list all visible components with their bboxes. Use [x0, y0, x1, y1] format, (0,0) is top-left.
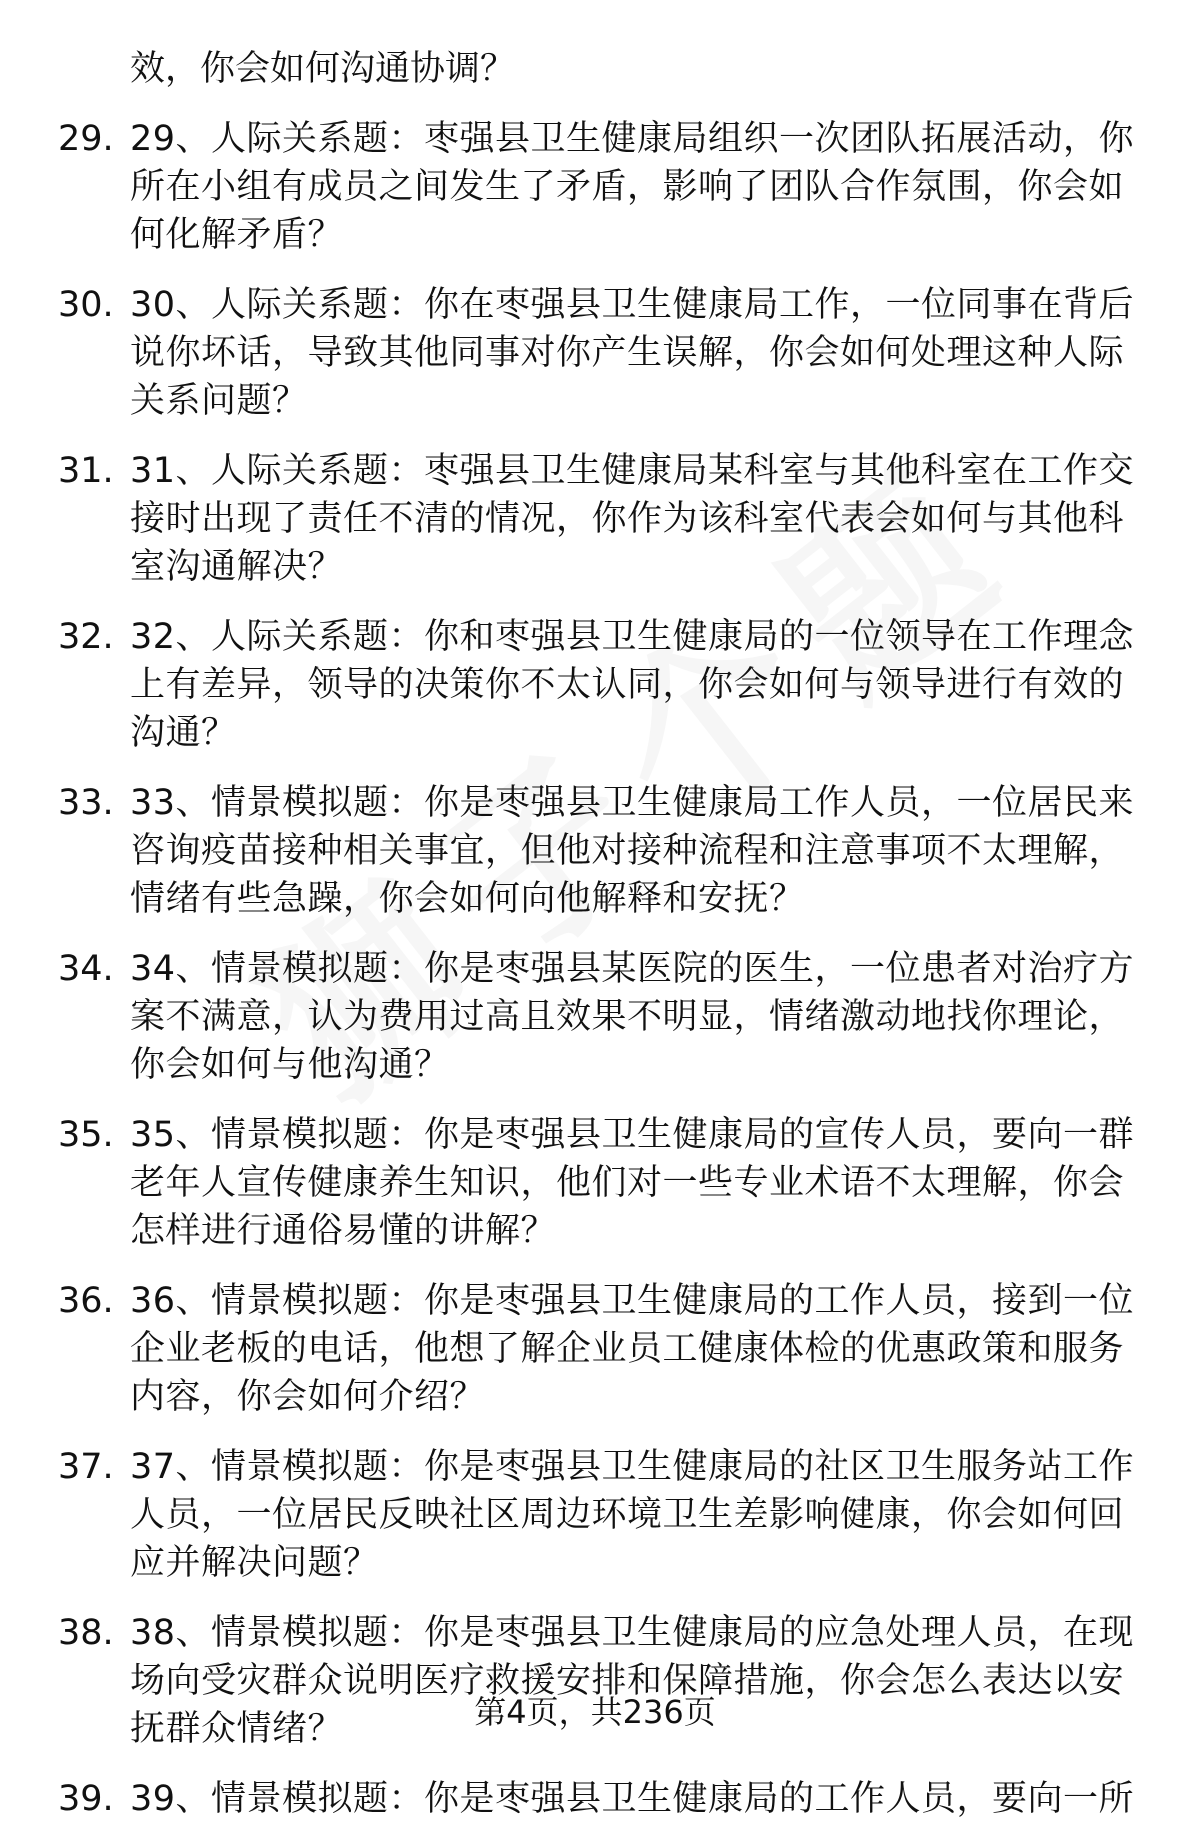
list-item-text: 38、情景模拟题：你是枣强县卫生健康局的应急处理人员，在现场向受灾群众说明医疗救援安排和保障措施，你会怎么表达以安抚群众情绪？	[130, 1613, 1135, 1749]
list-item-text: 33、情景模拟题：你是枣强县卫生健康局工作人员，一位居民来咨询疫苗接种相关事宜，但他对接种流程和注意事项不太理解，情绪有些急躁，你会如何向他解释和安抚？	[130, 783, 1135, 919]
list-item-text: 35、情景模拟题：你是枣强县卫生健康局的宣传人员，要向一群老年人宣传健康养生知识，他们对一些专业术语不太理解，你会怎样进行通俗易懂的讲解？	[130, 1115, 1135, 1251]
list-item-text: 31、人际关系题：枣强县卫生健康局某科室与其他科室在工作交接时出现了责任不清的情况，你作为该科室代表会如何与其他科室沟通解决？	[130, 451, 1135, 587]
list-item-number: 33.	[58, 783, 114, 823]
list-item-text: 29、人际关系题：枣强县卫生健康局组织一次团队拓展活动，你所在小组有成员之间发生了矛盾，影响了团队合作氛围，你会如何化解矛盾？	[130, 119, 1135, 255]
list-item	[0, 1111, 1190, 1255]
list-item-text: 36、情景模拟题：你是枣强县卫生健康局的工作人员，接到一位企业老板的电话，他想了解企业员工健康体检的优惠政策和服务内容，你会如何介绍？	[130, 1281, 1135, 1417]
list-item-number: 29.	[58, 119, 114, 159]
list-item	[0, 281, 1190, 425]
list-item-number: 39.	[58, 1779, 114, 1819]
list-item	[0, 1443, 1190, 1587]
list-item	[0, 115, 1190, 259]
list-item-text: 30、人际关系题：你在枣强县卫生健康局工作，一位同事在背后说你坏话，导致其他同事对你产生误解，你会如何处理这种人际关系问题？	[130, 285, 1135, 421]
list-item-number: 30.	[58, 285, 114, 325]
list-item-number: 34.	[58, 949, 114, 989]
list-item	[0, 613, 1190, 757]
page-footer: 第4页，共236页	[474, 1693, 716, 1731]
list-item-number: 37.	[58, 1447, 114, 1487]
list-item	[0, 447, 1190, 591]
list-item-number: 38.	[58, 1613, 114, 1653]
list-item-text: 39、情景模拟题：你是枣强县卫生健康局的工作人员，要向一所	[130, 1779, 1135, 1819]
continuation-text: 效，你会如何沟通协调？	[130, 49, 516, 89]
list-item	[0, 945, 1190, 1089]
list-item-text: 37、情景模拟题：你是枣强县卫生健康局的社区卫生服务站工作人员，一位居民反映社区周边环境卫生差影响健康，你会如何回应并解决问题？	[130, 1447, 1135, 1583]
list-item	[0, 779, 1190, 923]
list-item-text: 32、人际关系题：你和枣强县卫生健康局的一位领导在工作理念上有差异，领导的决策你不太认同，你会如何与领导进行有效的沟通？	[130, 617, 1135, 753]
list-item-number: 36.	[58, 1281, 114, 1321]
list-item-text: 34、情景模拟题：你是枣强县某医院的医生，一位患者对治疗方案不满意，认为费用过高且效果不明显，情绪激动地找你理论，你会如何与他沟通？	[130, 949, 1135, 1085]
list-item-number: 35.	[58, 1115, 114, 1155]
list-item-number: 31.	[58, 451, 114, 491]
list-item-number: 32.	[58, 617, 114, 657]
list-item	[0, 1775, 1190, 1823]
list-item	[0, 1277, 1190, 1421]
question-list	[0, 115, 1190, 1845]
